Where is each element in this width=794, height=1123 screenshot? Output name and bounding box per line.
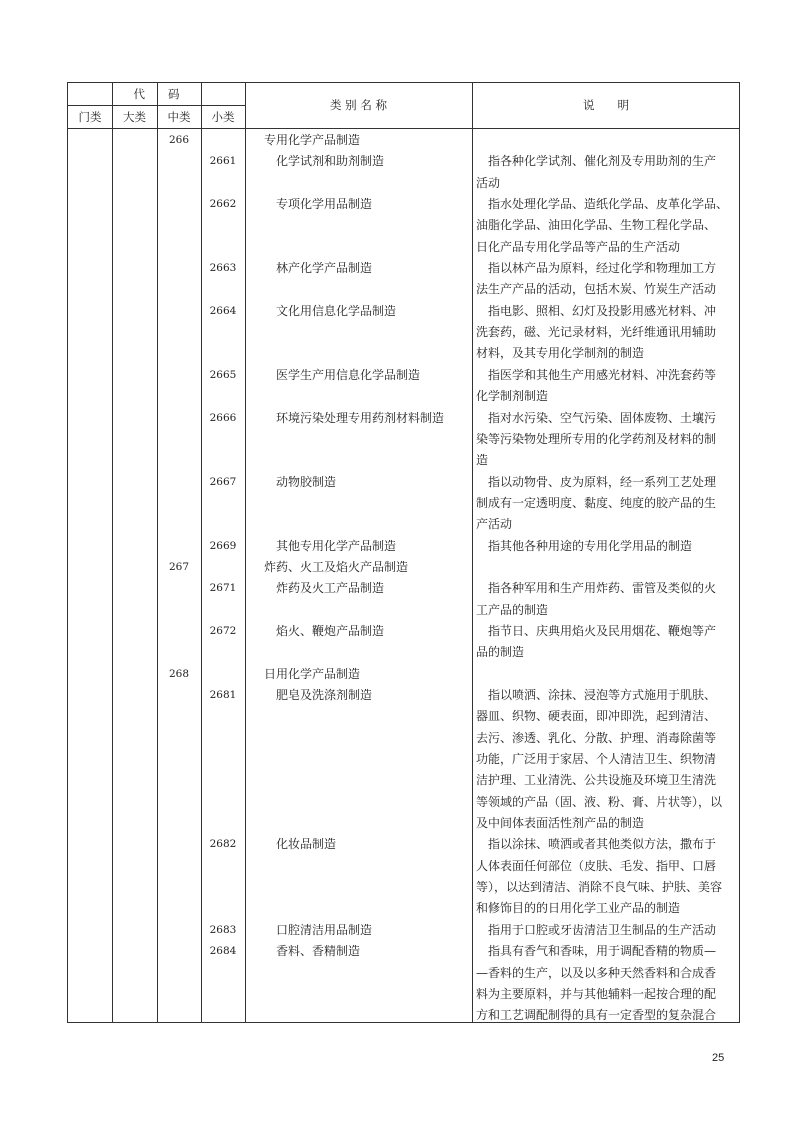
table-row [68, 536, 739, 557]
description-line: 洗套药，磁、光记录材料，光纤维通讯用辅助 [476, 325, 717, 340]
category-description [476, 301, 738, 365]
category-description [476, 365, 738, 408]
xiao-code: 2667 [209, 475, 237, 488]
table-body [68, 130, 739, 1027]
description-line: 指水处理化学品、造纸化学品、皮革化学品、 [488, 197, 729, 212]
description-line: 指各种化学试剂、催化剂及专用助剂的生产 [488, 154, 717, 169]
description-line: 器皿、织物、硬表面，即冲即洗，起到清洁、 [476, 709, 717, 724]
table-row [68, 834, 739, 919]
xiao-code: 2662 [209, 198, 237, 211]
description-line: 及中间体表面活性剂产品的制造 [476, 816, 645, 831]
header-men: 门类 [78, 110, 102, 124]
category-name: 动物胶制造 [276, 474, 337, 489]
table-row [68, 301, 739, 365]
category-description [476, 408, 738, 472]
category-description [476, 685, 738, 834]
category-name: 文化用信息化学品制造 [276, 303, 397, 318]
table-row [68, 941, 739, 1026]
description-line: 去污、渗透、乳化、分散、护理、消毒除菌等 [476, 730, 717, 745]
table-row [68, 194, 739, 258]
table-row [68, 472, 739, 536]
description-line: 等领域的产品（固、液、粉、膏、片状等），以 [476, 794, 723, 809]
description-line: 材料，及其专用化学制剂的制造 [476, 346, 645, 361]
xiao-code: 2682 [209, 838, 237, 851]
table-row [68, 685, 739, 834]
category-description [476, 194, 738, 258]
xiao-code: 2684 [209, 945, 237, 958]
xiao-code: 2671 [209, 582, 237, 595]
xiao-code: 2661 [209, 155, 237, 168]
table-row [68, 920, 739, 941]
category-name: 口腔清洁用品制造 [276, 922, 373, 937]
category-description [476, 472, 738, 536]
category-description [476, 920, 738, 941]
table-row [68, 151, 739, 194]
description-line: 指以喷洒、涂抹、浸泡等方式施用于肌肤、 [488, 688, 717, 702]
header-code: 代 码 [133, 87, 180, 101]
xiao-code: 2672 [209, 624, 237, 637]
description-line: 指电影、照相、幻灯及投影用感光材料、冲 [488, 303, 717, 318]
category-name: 环境污染处理专用药剂材料制造 [276, 410, 445, 425]
category-name: 林产化学产品制造 [276, 261, 373, 276]
table-row [68, 408, 739, 472]
category-name: 专项化学用品制造 [276, 197, 373, 212]
description-line: 指医学和其他生产用感光材料、冲洗套药等 [488, 367, 717, 382]
header-desc: 说 明 [583, 98, 629, 112]
header-xiao: 小类 [211, 110, 235, 124]
category-description [476, 834, 738, 919]
category-name: 医学生产用信息化学品制造 [276, 367, 421, 382]
description-line: 指具有香气和香味，用于调配香精的物质— [488, 944, 717, 959]
header-da: 大类 [123, 110, 146, 124]
description-line: 指其他各种用途的专用化学用品的制造 [488, 538, 693, 553]
description-line: 指用于口腔或牙齿清洁卫生制品的生产活动 [488, 922, 717, 937]
xiao-code: 2681 [209, 689, 237, 701]
zhong-code: 267 [168, 560, 190, 573]
xiao-code: 2665 [209, 368, 237, 381]
xiao-code: 2663 [209, 262, 237, 275]
table-row [68, 130, 739, 151]
category-name: 肥皂及洗涤剂制造 [276, 688, 373, 702]
xiao-code: 2669 [209, 539, 237, 552]
table-row [68, 621, 739, 664]
description-line: 指以涂抹、喷洒或者其他类似方法，撒布于 [488, 837, 717, 852]
category-description [476, 258, 738, 301]
description-line: 料为主要原料，并与其他辅料一起按合理的配 [476, 986, 717, 1001]
description-line: 等），以达到清洁、消除不良气味、护肤、美容 [476, 880, 723, 895]
category-description [476, 536, 738, 557]
description-line: 造 [476, 453, 489, 468]
category-name: 日用化学产品制造 [264, 666, 361, 681]
xiao-code: 2664 [209, 304, 237, 317]
table-row [68, 664, 739, 685]
zhong-code: 268 [168, 667, 190, 680]
table-row [68, 365, 739, 408]
category-name: 炸药、火工及焰火产品制造 [264, 559, 409, 574]
description-line: 产活动 [476, 517, 513, 532]
category-name: 专用化学产品制造 [264, 133, 361, 147]
description-line: 和修饰目的的日用化学工业产品的制造 [476, 901, 681, 916]
description-line: 指对水污染、空气污染、固体废物、土壤污 [488, 410, 717, 425]
category-description [476, 578, 738, 621]
description-line: 功能，广泛用于家居、个人清洁卫生、织物清 [476, 752, 717, 767]
table-row [68, 578, 739, 621]
description-line: 工产品的制造 [476, 602, 549, 617]
description-line: 指节日、庆典用焰火及民用烟花、鞭炮等产 [488, 623, 717, 638]
description-line: 油脂化学品、油田化学品、生物工程化学品、 [476, 218, 717, 233]
description-line: 制成有一定透明度、黏度、纯度的胶产品的生 [476, 495, 717, 510]
category-name: 炸药及火工产品制造 [276, 581, 385, 596]
description-line: 洁护理、工业清洗、公共设施及环境卫生清洗 [476, 773, 717, 788]
category-name: 其他专用化学产品制造 [276, 538, 397, 553]
page-number: 25 [712, 1052, 725, 1064]
xiao-code: 2666 [209, 411, 237, 424]
table-row [68, 557, 739, 578]
description-line: 指各种军用和生产用炸药、雷管及类似的火 [488, 581, 717, 596]
description-line: 指以动物骨、皮为原料，经一系列工艺处理 [488, 474, 717, 489]
header-divider [68, 128, 739, 129]
category-name: 焰火、鞭炮产品制造 [276, 623, 385, 638]
category-description [476, 621, 738, 664]
description-line: 品的制造 [476, 645, 525, 660]
category-name: 香料、香精制造 [276, 944, 361, 959]
description-line: 日化产品专用化学品等产品的生产活动 [476, 239, 681, 254]
category-name: 化妆品制造 [276, 837, 337, 852]
category-name: 化学试剂和助剂制造 [276, 154, 385, 169]
header-name: 类 别 名 称 [330, 98, 387, 112]
description-line: 染等污染物处理所专用的化学药剂及材料的制 [476, 431, 717, 446]
table-row [68, 258, 739, 301]
description-line: 活动 [476, 175, 501, 190]
description-line: 方和工艺调配制得的具有一定香型的复杂混合 [476, 1008, 717, 1023]
category-description [476, 941, 738, 1026]
description-line: 化学制剂制造 [476, 389, 549, 404]
zhong-code: 266 [168, 134, 190, 146]
classification-table [67, 82, 740, 1023]
xiao-code: 2683 [209, 923, 237, 936]
header-zhong: 中类 [167, 110, 191, 124]
description-line: 人体表面任何部位（皮肤、毛发、指甲、口唇 [476, 858, 717, 873]
description-line: 指以林产品为原料，经过化学和物理加工方 [488, 261, 717, 276]
description-line: 法生产产品的活动，包括木炭、竹炭生产活动 [476, 282, 717, 297]
category-description [476, 151, 738, 194]
description-line: —香料的生产，以及以多种天然香料和合成香 [476, 965, 717, 980]
